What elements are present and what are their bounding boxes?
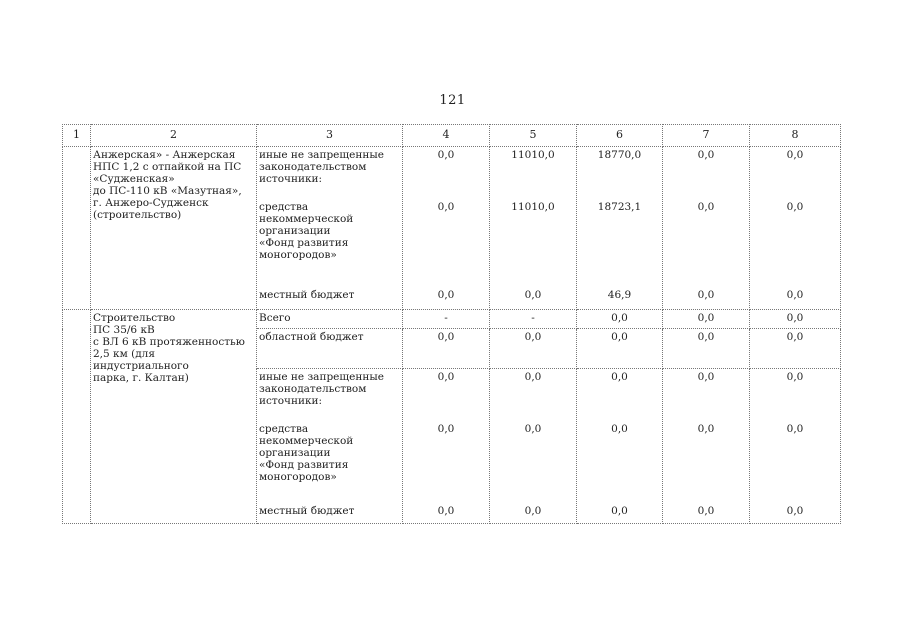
value: 0,0 [437,149,455,161]
value: 0,0 [750,329,841,369]
source-label: местный бюджет [259,289,355,301]
value: 0,0 [786,149,804,161]
value: 0,0 [577,329,663,369]
source-label: областной бюджет [257,329,403,369]
value-cell-col4 [403,369,490,524]
header-col-5: 5 [490,125,577,147]
value-cell-col7 [663,147,750,310]
value-cell-col6 [577,369,663,524]
value: 0,0 [786,289,804,301]
source-label: средства некоммерческой организации «Фонд развития моногородов» [259,201,354,261]
value: 0,0 [697,505,715,517]
table-row [63,310,841,329]
value: 0,0 [697,201,715,213]
value-cell-col4 [403,147,490,310]
object-name: Строительство ПС 35/6 кВ с ВЛ 6 кВ протяженностью 2,5 км (для индустриального парка, г. Калтан) [91,310,257,524]
value: 0,0 [697,149,715,161]
value: 0,0 [786,505,804,517]
header-col-2: 2 [91,125,257,147]
source-cell [257,369,403,524]
value: - [403,310,490,329]
value: 46,9 [607,289,632,301]
value: 0,0 [403,329,490,369]
row-index-cell [63,147,91,310]
object-name: Анжерская» - Анжерская НПС 1,2 с отпайкой на ПС «Судженская» до ПС-110 кВ «Мазутная», г. Анжеро-Судженск (строительство) [91,147,257,310]
value: 0,0 [490,329,577,369]
value: 0,0 [786,201,804,213]
value-cell-col5 [490,369,577,524]
value: 0,0 [524,371,542,383]
value: 18770,0 [597,149,642,161]
value: 0,0 [437,423,455,435]
header-col-1: 1 [63,125,91,147]
value: 0,0 [611,371,628,383]
value: 0,0 [524,423,542,435]
value: 0,0 [697,423,715,435]
financing-table [62,124,841,524]
value: 0,0 [750,310,841,329]
source-label: средства некоммерческой организации «Фонд развития моногородов» [259,423,354,483]
header-row [63,125,841,147]
source-label: местный бюджет [259,505,355,517]
value: 0,0 [437,505,455,517]
value: 18723,1 [597,201,642,213]
value: - [490,310,577,329]
value-cell-col8 [750,147,841,310]
source-label: Всего [257,310,403,329]
value: 0,0 [437,201,455,213]
source-label: иные не запрещенные законодательством источники: [259,371,384,407]
header-col-7: 7 [663,125,750,147]
value: 0,0 [577,310,663,329]
value: 0,0 [611,505,628,517]
value: 0,0 [437,289,455,301]
row-index-cell [63,310,91,524]
value: 0,0 [697,289,715,301]
value: 0,0 [524,289,542,301]
value-cell-col7 [663,369,750,524]
value: 11010,0 [511,201,555,213]
source-label: иные не запрещенные законодательством источники: [259,149,384,185]
value: 0,0 [611,423,628,435]
table-row [63,147,841,310]
header-col-4: 4 [403,125,490,147]
header-col-8: 8 [750,125,841,147]
value: 11010,0 [511,149,555,161]
value: 0,0 [663,310,750,329]
value: 0,0 [697,371,715,383]
value: 0,0 [786,371,804,383]
value: 0,0 [437,371,455,383]
value: 0,0 [663,329,750,369]
header-col-6: 6 [577,125,663,147]
header-col-3: 3 [257,125,403,147]
page-number: 121 [439,93,466,108]
value-cell-col8 [750,369,841,524]
value: 0,0 [786,423,804,435]
value: 0,0 [524,505,542,517]
source-cell [257,147,403,310]
value-cell-col5 [490,147,577,310]
value-cell-col6 [577,147,663,310]
